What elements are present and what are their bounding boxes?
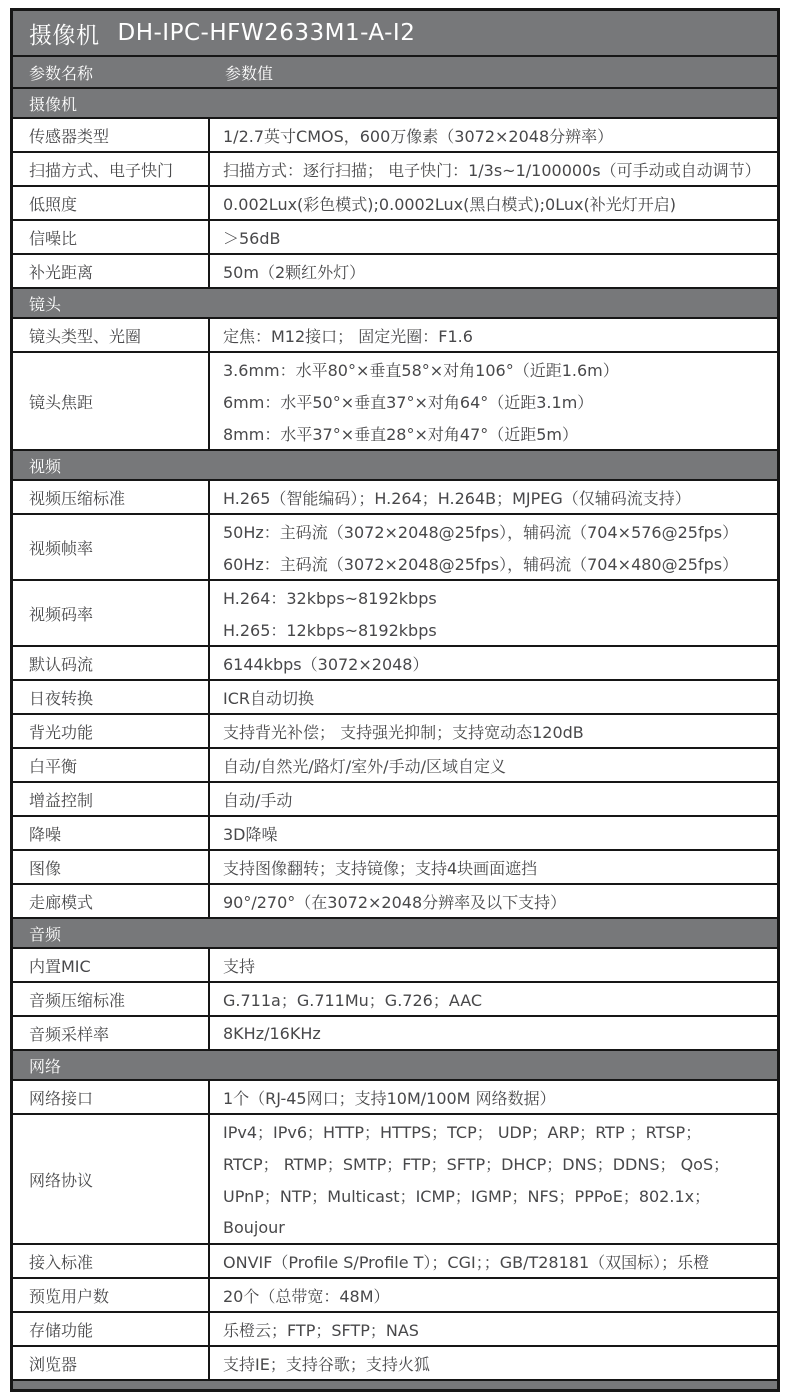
- param-value-cell: [210, 221, 777, 253]
- param-name: 降噪: [29, 824, 62, 844]
- param-value-cell: [210, 647, 777, 679]
- column-header-row: [13, 55, 777, 87]
- param-value-line: ICR自动切换: [223, 688, 315, 708]
- param-name-cell: [13, 581, 210, 645]
- param-value-line: 60Hz：主码流（3072×2048@25fps），辅码流（704×480@25fps）: [223, 554, 739, 574]
- table-row: [13, 849, 777, 883]
- table-row: [13, 513, 777, 579]
- param-value-cell: [210, 1115, 777, 1243]
- table-row: [13, 947, 777, 981]
- param-name: 存储功能: [29, 1320, 94, 1340]
- section-title: 摄像机: [29, 94, 78, 114]
- param-value-line: 0.002Lux(彩色模式);0.0002Lux(黑白模式);0Lux(补光灯开启): [223, 194, 676, 214]
- param-value-cell: [210, 1313, 777, 1345]
- table-row: [13, 351, 777, 449]
- table-row: [13, 1311, 777, 1345]
- table-row: [13, 981, 777, 1015]
- param-value-cell: [210, 187, 777, 219]
- param-value-line: 8mm：水平37°×垂直28°×对角47°（近距5m）: [223, 424, 579, 444]
- param-value-line: 6mm：水平50°×垂直37°×对角64°（近距3.1m）: [223, 392, 594, 412]
- param-name-cell: [13, 1115, 210, 1243]
- param-name-cell: [13, 783, 210, 815]
- param-name-cell: [13, 681, 210, 713]
- param-value-cell: [210, 949, 777, 981]
- table-title: [13, 11, 777, 55]
- param-value-cell: [210, 255, 777, 287]
- param-name: 背光功能: [29, 722, 94, 742]
- param-name-cell: [13, 1279, 210, 1311]
- param-value-line: 乐橙云；FTP；SFTP；NAS: [223, 1320, 419, 1340]
- param-value-cell: [210, 1347, 777, 1379]
- param-name: 扫描方式、电子快门: [29, 160, 174, 180]
- param-name: 音频采样率: [29, 1024, 110, 1044]
- param-name: 浏览器: [29, 1354, 78, 1374]
- table-row: [13, 747, 777, 781]
- param-value-line: 支持背光补偿； 支持强光抑制；支持宽动态120dB: [223, 722, 584, 742]
- param-value-line: H.265：12kbps~8192kbps: [223, 620, 437, 640]
- param-name-cell: [13, 647, 210, 679]
- param-name: 内置MIC: [29, 956, 91, 976]
- param-value-line: H.264：32kbps~8192kbps: [223, 588, 437, 608]
- section-title: 网络: [29, 1056, 62, 1076]
- param-name: 音频压缩标准: [29, 990, 126, 1010]
- param-name-cell: [13, 481, 210, 513]
- param-name: 白平衡: [29, 756, 78, 776]
- param-name-cell: [13, 851, 210, 883]
- param-name: 网络协议: [29, 1170, 94, 1190]
- section-header: [13, 449, 777, 479]
- param-name-cell: [13, 353, 210, 449]
- table-row: [13, 1243, 777, 1277]
- param-value-line: 自动/自然光/路灯/室外/手动/区域自定义: [223, 756, 506, 776]
- param-value-line: 3.6mm：水平80°×垂直58°×对角106°（近距1.6m）: [223, 360, 619, 380]
- param-name: 增益控制: [29, 790, 94, 810]
- table-row: [13, 317, 777, 351]
- param-value-line: 8KHz/16KHz: [223, 1023, 321, 1043]
- table-row: [13, 1015, 777, 1049]
- param-value-cell: [210, 783, 777, 815]
- param-value-cell: [210, 1279, 777, 1311]
- param-name: 视频压缩标准: [29, 488, 126, 508]
- param-name: 镜头焦距: [29, 392, 94, 412]
- param-value-line: 3D降噪: [223, 824, 278, 844]
- table-row: [13, 1277, 777, 1311]
- column-header-value: 参数值: [225, 63, 274, 83]
- param-value-cell: [210, 119, 777, 151]
- param-value-line: 6144kbps（3072×2048）: [223, 654, 429, 674]
- param-value-line: 支持图像翻转；支持镜像；支持4块画面遮挡: [223, 858, 538, 878]
- param-name-cell: [13, 715, 210, 747]
- param-name-cell: [13, 319, 210, 351]
- param-value-line: Boujour: [223, 1217, 285, 1237]
- param-value-line: 50m（2颗红外灯）: [223, 262, 366, 282]
- section-title: 视频: [29, 456, 62, 476]
- param-value-line: 50Hz：主码流（3072×2048@25fps），辅码流（704×576@25fps）: [223, 522, 739, 542]
- param-name-cell: [13, 153, 210, 185]
- table-row: [13, 679, 777, 713]
- param-value-cell: [210, 515, 777, 579]
- table-row: [13, 151, 777, 185]
- param-value-line: H.265（智能编码）；H.264；H.264B；MJPEG（仅辅码流支持）: [223, 488, 691, 508]
- section-header: [13, 1049, 777, 1079]
- param-name-cell: [13, 749, 210, 781]
- param-value-line: 90°/270°（在3072×2048分辨率及以下支持）: [223, 892, 567, 912]
- model-number: DH-IPC-HFW2633M1-A-I2: [117, 20, 416, 46]
- param-value-line: 扫描方式：逐行扫描； 电子快门：1/3s~1/100000s（可手动或自动调节）: [223, 160, 761, 180]
- table-row: [13, 1079, 777, 1113]
- param-value-cell: [210, 153, 777, 185]
- table-row: [13, 219, 777, 253]
- section-header: [13, 917, 777, 947]
- param-value-line: G.711a；G.711Mu；G.726；AAC: [223, 990, 483, 1010]
- param-name-cell: [13, 983, 210, 1015]
- param-value-cell: [210, 681, 777, 713]
- section-header: [13, 287, 777, 317]
- param-value-line: RTCP； RTMP；SMTP；FTP；SFTP；DHCP；DNS；DDNS； QoS；: [223, 1154, 730, 1174]
- param-name: 网络接口: [29, 1088, 94, 1108]
- param-name: 接入标准: [29, 1252, 94, 1272]
- table-row: [13, 1113, 777, 1243]
- param-name-cell: [13, 187, 210, 219]
- param-name: 走廊模式: [29, 892, 94, 912]
- param-name: 补光距离: [29, 262, 94, 282]
- param-name-cell: [13, 255, 210, 287]
- param-value-cell: [210, 1017, 777, 1049]
- param-value-cell: [210, 885, 777, 917]
- param-name: 预览用户数: [29, 1286, 110, 1306]
- param-name-cell: [13, 515, 210, 579]
- table-row: [13, 815, 777, 849]
- param-name: 信噪比: [29, 228, 78, 248]
- table-row: [13, 713, 777, 747]
- param-value-line: 定焦：M12接口； 固定光圈：F1.6: [223, 326, 473, 346]
- param-value-line: ONVIF（Profile S/Profile T）；CGI；；GB/T28181（双国标）；乐橙: [223, 1252, 710, 1272]
- device-type-label: 摄像机: [29, 22, 100, 49]
- param-name: 图像: [29, 858, 62, 878]
- param-value-line: IPv4；IPv6；HTTP；HTTPS；TCP； UDP；ARP；RTP ；RTSP；: [223, 1122, 702, 1142]
- param-name: 传感器类型: [29, 126, 110, 146]
- param-name-cell: [13, 119, 210, 151]
- param-value-line: 支持: [223, 956, 256, 976]
- param-value-line: 自动/手动: [223, 790, 293, 810]
- param-name: 默认码流: [29, 654, 94, 674]
- section-title: 镜头: [29, 294, 62, 314]
- param-value-cell: [210, 1081, 777, 1113]
- param-name-cell: [13, 1313, 210, 1345]
- param-value-cell: [210, 581, 777, 645]
- param-value-cell: [210, 749, 777, 781]
- param-value-cell: [210, 851, 777, 883]
- param-name-cell: [13, 885, 210, 917]
- param-name: 日夜转换: [29, 688, 94, 708]
- spec-table: [10, 8, 780, 1392]
- param-value-cell: [210, 1245, 777, 1277]
- param-name-cell: [13, 1245, 210, 1277]
- param-name-cell: [13, 221, 210, 253]
- param-value-cell: [210, 353, 777, 449]
- param-value-line: 1/2.7英寸CMOS，600万像素（3072×2048分辨率）: [223, 126, 614, 146]
- sections: [13, 87, 777, 1379]
- param-name-cell: [13, 1347, 210, 1379]
- param-value-cell: [210, 817, 777, 849]
- param-value-cell: [210, 715, 777, 747]
- table-row: [13, 479, 777, 513]
- table-row: [13, 883, 777, 917]
- param-name: 视频帧率: [29, 538, 94, 558]
- section-header: [13, 87, 777, 117]
- param-value-line: UPnP；NTP；Multicast；ICMP；IGMP；NFS；PPPoE；802.1x；: [223, 1186, 711, 1206]
- table-row: [13, 185, 777, 219]
- param-name-cell: [13, 1081, 210, 1113]
- section-title: 音频: [29, 924, 62, 944]
- param-value-cell: [210, 481, 777, 513]
- column-header-name: 参数名称: [29, 63, 94, 83]
- table-row: [13, 579, 777, 645]
- table-row: [13, 253, 777, 287]
- table-row: [13, 645, 777, 679]
- footer-section-bar: [13, 1379, 777, 1389]
- table-row: [13, 117, 777, 151]
- param-value-cell: [210, 983, 777, 1015]
- param-name-cell: [13, 949, 210, 981]
- param-name: 镜头类型、光圈: [29, 326, 142, 346]
- param-name: 低照度: [29, 194, 78, 214]
- param-name-cell: [13, 1017, 210, 1049]
- table-row: [13, 1345, 777, 1379]
- table-row: [13, 781, 777, 815]
- param-name: 视频码率: [29, 604, 94, 624]
- param-value-cell: [210, 319, 777, 351]
- param-value-line: 支持IE；支持谷歌；支持火狐: [223, 1354, 430, 1374]
- param-value-line: 20个（总带宽：48M）: [223, 1286, 390, 1306]
- param-value-line: ＞56dB: [223, 228, 281, 248]
- param-name-cell: [13, 817, 210, 849]
- param-value-line: 1个（RJ-45网口；支持10M/100M 网络数据）: [223, 1088, 556, 1108]
